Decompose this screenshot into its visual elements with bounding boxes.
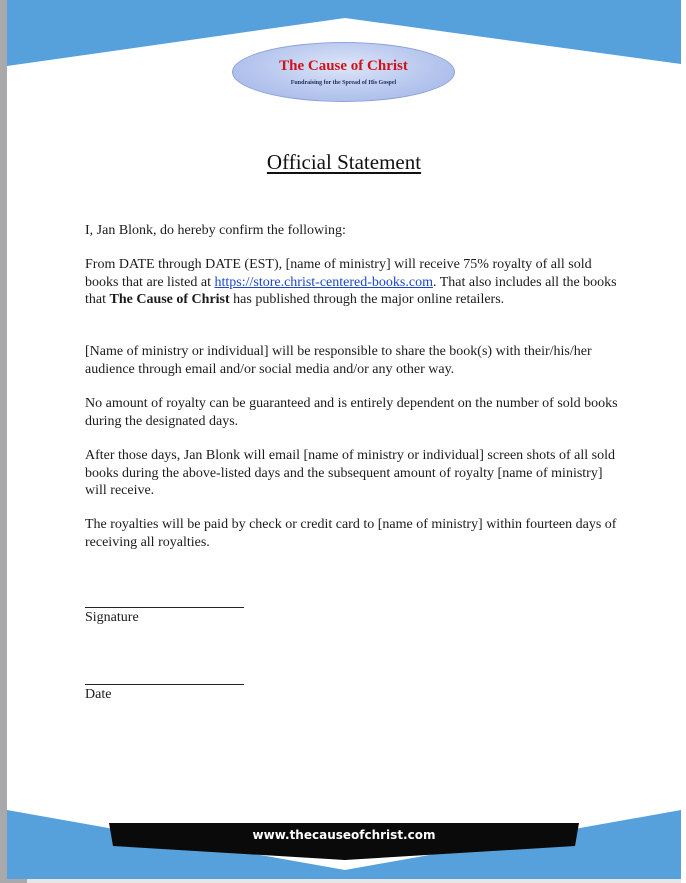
- intro-paragraph: [85, 222, 625, 240]
- logo-title: The Cause of Christ: [279, 58, 408, 74]
- share-text: [Name of ministry or individual] will be responsible to share the book(s) with their/his/her audience through email and/or social media and/or any other way.: [85, 344, 592, 377]
- date-label: Date: [85, 687, 112, 702]
- signature-label: Signature: [85, 610, 139, 625]
- guarantee-text: No amount of royalty can be guaranteed and is entirely dependent on the number of sold books during the designated days.: [85, 396, 618, 429]
- logo-subtitle: Fundraising for the Spread of His Gospel: [290, 80, 397, 86]
- signature-line: [85, 607, 244, 608]
- page-title: Official Statement: [266, 150, 422, 174]
- document-page: [7, 0, 681, 879]
- royalty-text-end: has published through the major online retailers.: [229, 292, 505, 307]
- page-shadow: [27, 879, 686, 883]
- store-link[interactable]: https://store.christ-centered-books.com: [214, 274, 433, 290]
- royalty-text-cont: . That also includes all the books that: [85, 274, 617, 307]
- share-paragraph: [85, 343, 625, 378]
- page-decoration: [7, 0, 681, 879]
- payment-text: The royalties will be paid by check or credit card to [name of ministry] within fourteen days of receiving all royalties.: [85, 517, 617, 550]
- royalty-text: From DATE through DATE (EST), [name of ministry] will receive 75% royalty of all sold books that are listed at: [85, 257, 592, 290]
- logo: [232, 42, 455, 102]
- intro-text: I, Jan Blonk, do hereby confirm the following:: [85, 223, 346, 238]
- royalty-paragraph: [85, 256, 625, 309]
- date-line: [85, 684, 244, 685]
- publisher-name: The Cause of Christ: [109, 292, 230, 307]
- guarantee-paragraph: [85, 395, 625, 430]
- email-paragraph: [85, 447, 625, 500]
- window-edge: [681, 0, 686, 883]
- email-text: After those days, Jan Blonk will email [name of ministry or individual] screen shots of all sold books during the above-listed days and the subsequent amount of royalty [name of ministry] will receive.: [85, 448, 615, 498]
- footer-url: www.thecauseofchrist.com: [252, 828, 436, 842]
- payment-paragraph: [85, 516, 625, 551]
